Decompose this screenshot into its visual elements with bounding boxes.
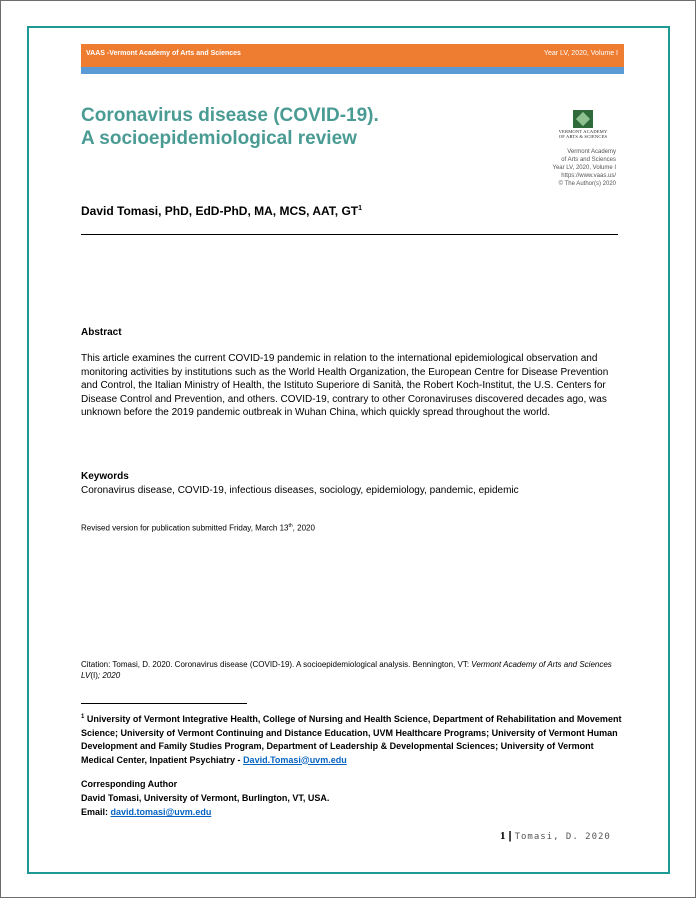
revision-note-year: , 2020 <box>292 523 315 533</box>
header-volume: Year LV, 2020, Volume I <box>543 50 618 57</box>
footnote-affiliation <box>81 711 626 767</box>
journal-info-copyright: © The Author(s) 2020 <box>558 181 616 187</box>
abstract-text: This article examines the current COVID-19 pandemic in relation to the international epidemiological observation and monitoring activities by institutions such as the World Health Organization, the European Centre for Disease Prevention and Control, the Italian Ministry of Health, the Istituto Superiore di Sanità, the Robert Koch-Institut, the U.S. Centers for Disease Control and Prevention, and others. COVID-19, contrary to other Coronaviruses discovered decades ago, was unknown before the 2019 pandemic outbreak in Wuhan China, which quickly spread throughout the world. <box>81 353 609 418</box>
header-blue-bar <box>81 67 624 74</box>
citation-journal: Vermont Academy of Arts and Sciences LV <box>81 660 612 680</box>
corresponding-author-email <box>81 807 211 817</box>
vaas-logo <box>538 110 628 139</box>
page-footer <box>500 830 611 842</box>
logo-text-line-1: VERMONT ACADEMY <box>558 129 608 134</box>
keywords-heading: Keywords <box>81 471 129 482</box>
article-title-line-2: A socioepidemiological review <box>81 128 357 149</box>
article-title-line-1: Coronavirus disease (COVID-19). <box>81 105 379 126</box>
author-line <box>81 204 362 218</box>
footer-separator: | <box>508 830 512 842</box>
footnote-divider <box>81 703 247 704</box>
header-journal-name: VAAS -Vermont Academy of Arts and Sciences <box>86 50 241 57</box>
corresponding-author-heading: Corresponding Author <box>81 779 178 789</box>
revision-note-sup: th <box>288 523 293 529</box>
author-footnote-mark[interactable]: 1 <box>358 205 363 212</box>
footnote-text: University of Vermont Integrative Health, College of Nursing and Health Science, Department of Rehabilitation and Movement Science; University of Vermont Continuing and Distance Education, UVM Healthcare Programs; University of Vermont Human Development and Family Studies Program, Department of Leadership & Developmental Sciences; University of Vermont Medical Center, Inpatient Psychiatry - <box>81 714 622 765</box>
title-divider <box>81 234 618 235</box>
email-label: Email: <box>81 807 111 817</box>
author-name: David Tomasi, PhD, EdD-PhD, MA, MCS, AAT, GT <box>81 204 359 218</box>
abstract-heading: Abstract <box>81 327 122 338</box>
journal-header-band <box>81 44 624 74</box>
journal-info-url[interactable]: https://www.vaas.us/ <box>561 173 616 179</box>
footnote-mark: 1 <box>81 714 85 720</box>
citation-issue: (I) <box>90 671 98 680</box>
corresponding-email-link[interactable]: david.tomasi@uvm.edu <box>110 807 212 817</box>
revision-note-text: Revised version for publication submitted Friday, March 13 <box>81 523 289 533</box>
journal-info <box>520 148 616 188</box>
keywords-text: Coronavirus disease, COVID-19, infectious diseases, sociology, epidemiology, pandemic, epidemic <box>81 485 519 496</box>
corresponding-author-details: David Tomasi, University of Vermont, Burlington, VT, USA. <box>81 793 330 803</box>
footnote-email-link[interactable]: David.Tomasi@uvm.edu <box>243 754 347 765</box>
footer-author: Tomasi, D. 2020 <box>514 832 611 842</box>
citation <box>81 659 626 681</box>
citation-year: ; 2020 <box>97 671 121 680</box>
journal-info-line-2: of Arts and Sciences <box>561 157 616 163</box>
journal-info-line-3: Year LV, 2020, Volume I <box>552 165 616 171</box>
logo-text-line-2: OF ARTS & SCIENCES <box>558 134 608 139</box>
revision-note <box>81 523 315 533</box>
citation-text: Citation: Tomasi, D. 2020. Coronavirus disease (COVID-19). A socioepidemiological analysis. Bennington, VT: <box>81 660 472 669</box>
article-title <box>81 104 379 150</box>
journal-info-line-1: Vermont Academy <box>567 149 616 155</box>
page-number: 1 <box>500 830 506 842</box>
vaas-logo-icon <box>573 110 593 128</box>
